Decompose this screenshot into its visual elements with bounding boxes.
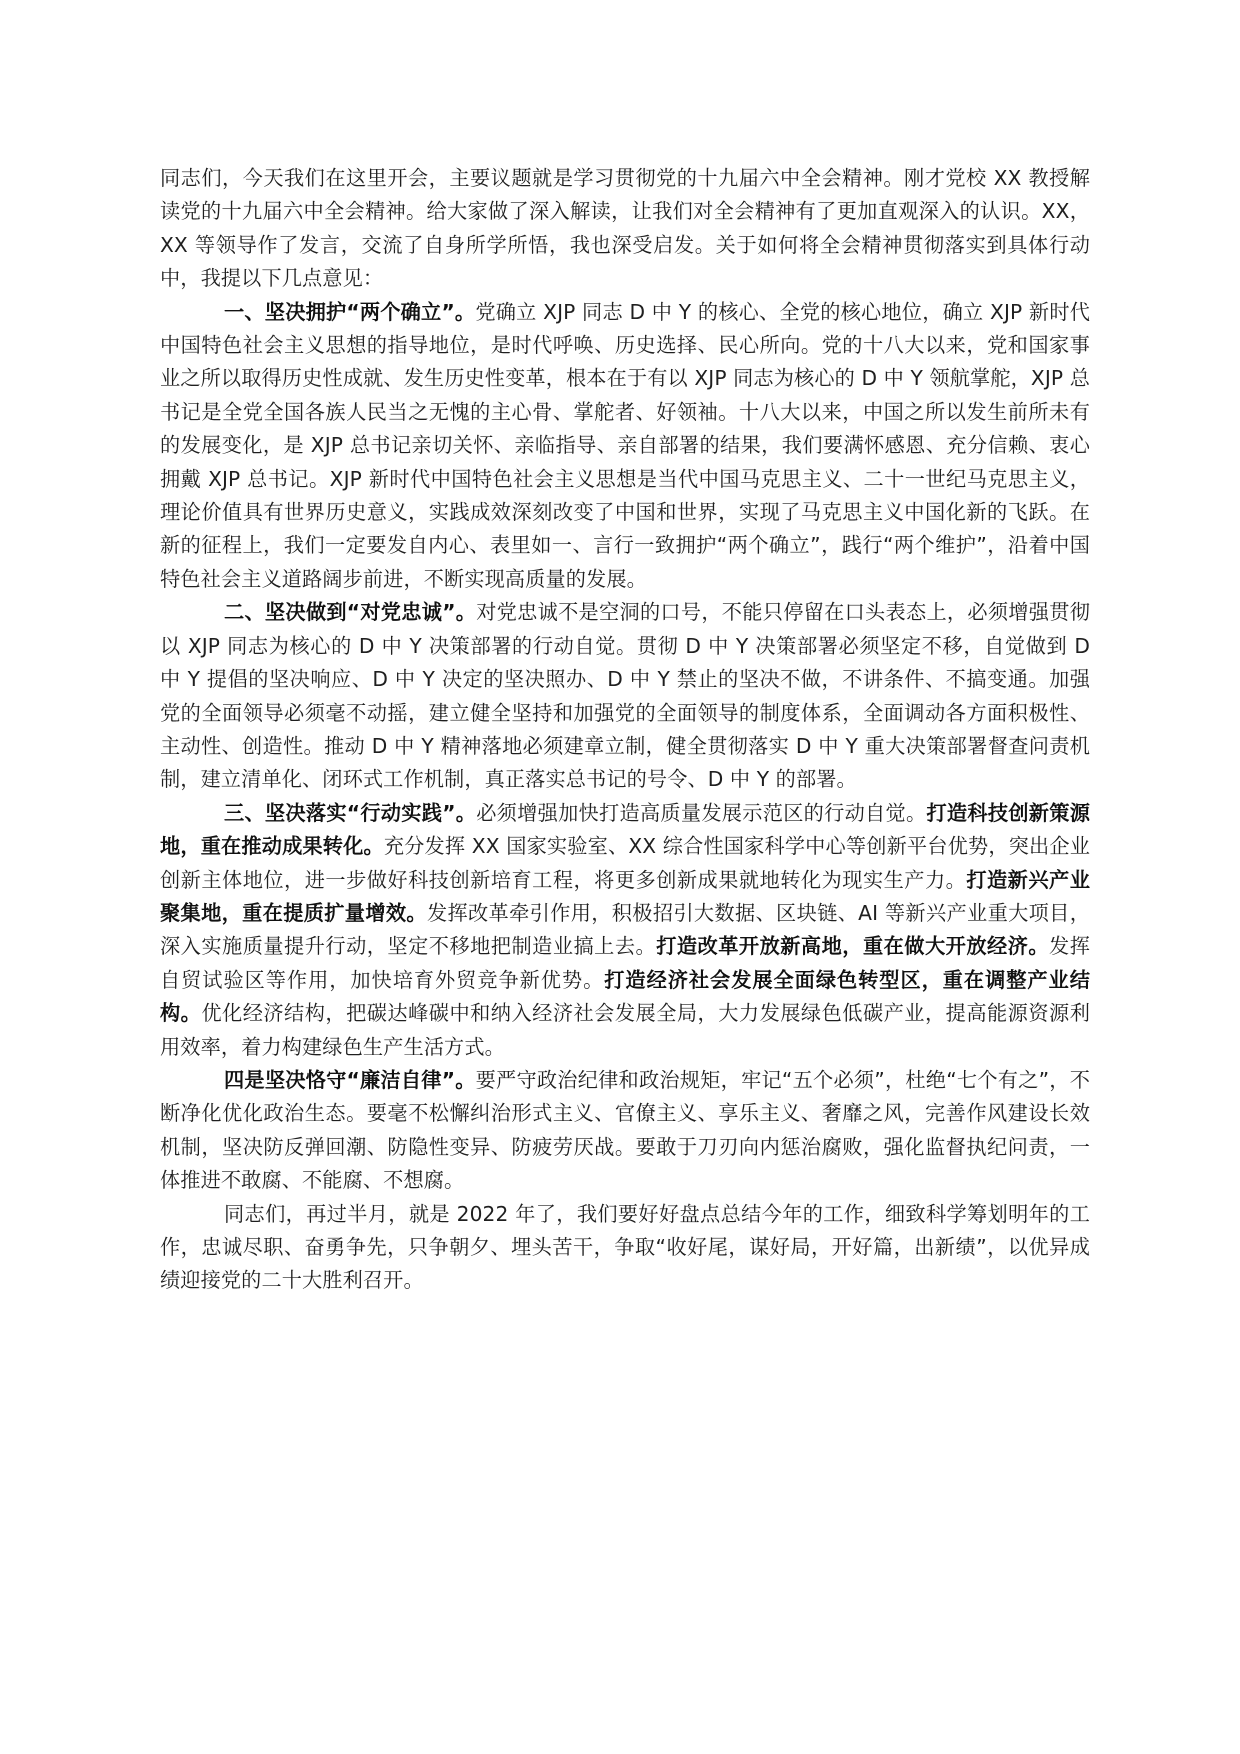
text-run: 充分发挥 XX 国家实验室、XX 综合性国家科学中心等创新平台优势，突出企业创新主体地位，进一步做好科技创新培育工程，将更多创新成果就地转化为现实生产力。 (160, 834, 1090, 892)
paragraph-closing (160, 1198, 1090, 1298)
text-run: 同志们，今天我们在这里开会，主要议题就是学习贯彻党的十九届六中全会精神。刚才党校 XX 教授解读党的十九届六中全会精神。给大家做了深入解读，让我们对全会精神有了更加直观深入的认识。XX，XX 等领导作了发言，交流了自身所学所悟，我也深受启发。关于如何将全会精神贯彻落实到具体行动中，我提以下几点意见： (160, 166, 1090, 291)
text-run: 优化经济结构，把碳达峰碳中和纳入经济社会发展全局，大力发展绿色低碳产业，提高能源资源利用效率，着力构建绿色生产生活方式。 (160, 1001, 1090, 1059)
paragraph-point-3 (160, 797, 1090, 1064)
text-run: 党确立 XJP 同志 D 中 Y 的核心、全党的核心地位，确立 XJP 新时代中国特色社会主义思想的指导地位，是时代呼唤、历史选择、民心所向。党的十八大以来，党和国家事业之所以取得历史性成就、发生历史性变革，根本在于有以 XJP 同志为核心的 D 中 Y 领航掌舵，XJP 总书记是全党全国各族人民当之无愧的主心骨、掌舵者、好领袖。十八大以来，中国之所以发生前所未有的发展变化，是 XJP 总书记亲切关怀、亲临指导、亲自部署的结果，我们要满怀感恩、充分信赖、衷心拥戴 XJP 总书记。XJP 新时代中国特色社会主义思想是当代中国马克思主义、二十一世纪马克思主义，理论价值具有世界历史意义，实践成效深刻改变了中国和世界，实现了马克思主义中国化新的飞跃。在新的征程上，我们一定要发自内心、表里如一、言行一致拥护“两个确立”，践行“两个维护”，沿着中国特色社会主义道路阔步前进，不断实现高质量的发展。 (160, 299, 1090, 591)
bold-heading-run: 打造科技创新策源地，重在推动成果转化。 (160, 800, 1090, 859)
text-run: 发挥改革牵引作用，积极招引大数据、区块链、AI 等新兴产业重大项目，深入实施质量提升行动，坚定不移地把制造业搞上去。 (160, 900, 1090, 959)
bold-heading-run: 打造经济社会发展全面绿色转型区，重在调整产业结构。 (160, 967, 1090, 1026)
bold-heading-run: 一、坚决拥护“两个确立”。 (224, 299, 476, 324)
document-body (160, 162, 1090, 1298)
text-run: 要严守政治纪律和政治规矩，牢记“五个必须”，杜绝“七个有之”，不断净化优化政治生态。要毫不松懈纠治形式主义、官僚主义、享乐主义、奢靡之风，完善作风建设长效机制，坚决防反弹回潮、防隐性变异、防疲劳厌战。要敢于刀刃向内惩治腐败，强化监督执纪问责，一体推进不敢腐、不能腐、不想腐。 (160, 1067, 1090, 1193)
text-run: 必须增强加快打造高质量发展示范区的行动自觉。 (476, 800, 927, 825)
paragraph-point-4 (160, 1064, 1090, 1198)
text-run: 对党忠诚不是空洞的口号，不能只停留在口头表态上，必须增强贯彻以 XJP 同志为核心的 D 中 Y 决策部署的行动自觉。贯彻 D 中 Y 决策部署必须坚定不移，自觉做到 D 中 Y 提倡的坚决响应、D 中 Y 决定的坚决照办、D 中 Y 禁止的坚决不做，不讲条件、不搞变通。加强党的全面领导必须毫不动摇，建立健全坚持和加强党的全面领导的制度体系，全面调动各方面积极性、主动性、创造性。推动 D 中 Y 精神落地必须建章立制，健全贯彻落实 D 中 Y 重大决策部署督查问责机制，建立清单化、闭环式工作机制，真正落实总书记的号令、D 中 Y 的部署。 (160, 600, 1090, 792)
bold-heading-run: 打造改革开放新高地，重在做大开放经济。 (656, 934, 1050, 959)
text-run: 同志们，再过半月，就是 2022 年了，我们要好好盘点总结今年的工作，细致科学筹划明年的工作，忠诚尽职、奋勇争先，只争朝夕、埋头苦干，争取“收好尾，谋好局，开好篇，出新绩”，以优异成绩迎接党的二十大胜利召开。 (160, 1201, 1090, 1293)
bold-heading-run: 打造新兴产业聚集地，重在提质扩量增效。 (160, 867, 1090, 925)
paragraph-intro (160, 162, 1090, 296)
paragraph-point-1 (160, 296, 1090, 597)
bold-heading-run: 二、坚决做到“对党忠诚”。 (224, 600, 477, 625)
bold-heading-run: 四是坚决恪守“廉洁自律”。 (224, 1067, 476, 1092)
bold-heading-run: 三、坚决落实“行动实践”。 (224, 800, 477, 825)
paragraph-point-2 (160, 596, 1090, 796)
text-run: 发挥自贸试验区等作用，加快培育外贸竞争新优势。 (160, 934, 1090, 992)
